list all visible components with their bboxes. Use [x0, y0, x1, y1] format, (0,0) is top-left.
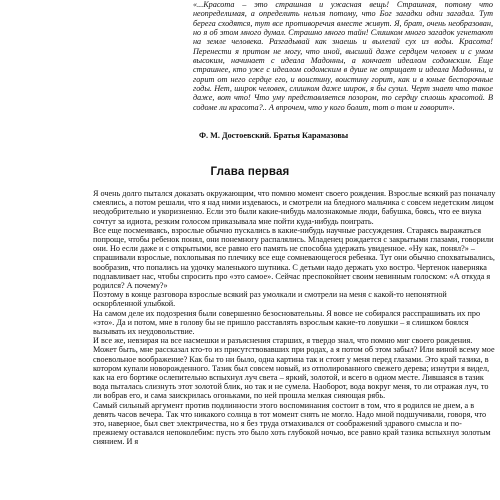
body-paragraph: Поэтому в конце разговора взрослые всякий раз умолкали и смотрели на меня с какой-то непонятной оскорбленной улыбкой.	[93, 290, 447, 309]
chapter-title: Глава первая	[210, 166, 290, 178]
chapter-body	[93, 189, 496, 447]
body-paragraph: Я очень долго пытался доказать окружающим, что помню момент своего рождения. Взрослые всякий раз поначалу смеялись, а потом решали, что я над ними издеваюсь, и смотрели на бледного мальчика с совсем недетским лицом неодобрительно и укоризненно. Если это были какие-нибудь малознакомые люди, бабушка, боясь, что ее внука сочтут за идиота, резким голосом приказывала мне пойти куда-нибудь поиграть.	[93, 189, 496, 226]
epigraph-quote: «...Красота – это страшная и ужасная вещь! Страшная, потому что неопределимая, а определить нельзя потому, что Бог загадки одни загадал. Тут берега сходятся, тут все противоречия вместе живут. Я, брат, очень необразован, но я об этом много думал. Страшно много тайн! Слишком много загадок угнетают на земле человека. Разгадывай как знаешь и вылезай сух из воды. Красота! Перенести я притом не могу, что иной, высший даже сердцем человек и с умом высоким, начинает с идеала Мадонны, а кончает идеалом содомским. Еще страшнее, кто уже с идеалом содомским в душе не отрицает и идеала Мадонны, и горит от него сердце его, и воистину, воистину горит, как и в юные беспорочные годы. Нет, широк человек, слишком даже широк, я бы сузил. Черт знает что такое даже, вот что! Что уму представляется позором, то сердцу сплошь красотой. В содоме ли красота?.. А впрочем, что у кого болит, тот о том и говорит».	[193, 0, 493, 112]
body-paragraph: Все еще посмеиваясь, взрослые обычно пускались в какие-нибудь научные рассуждения. Стараясь выражаться попроще, чтобы ребенок понял, они понемногу распалялись. Младенец рождается с закрытыми глазами, говорили они. Но если даже и с открытыми, все равно его память не способна удержать увиденное. «Ну как, понял?» – спрашивали взрослые, похлопывая по плечику все еще сомневающегося ребенка. Тут они обычно спохватывались, вообразив, что попались на удочку маленького шутника. С детьми надо держать ухо востро. Чертенок наверняка подлавливает нас, чтобы спросить про «это самое». Сейчас преспокойнет своим невинным голоском: «А откуда я родился? А почему?»	[93, 225, 495, 291]
body-paragraph: На самом деле их подозрения были совершенно безосновательны. Я вовсе не собирался расспрашивать их про «это». Да и потом, мне в голову бы не пришло расставлять взрослым какие-то ловушки – я слишком боялся вызывать их неудовольствие.	[93, 308, 481, 337]
body-paragraph: И все же, невзирая на все насмешки и разъяснения старших, я твердо знал, что помню миг своего рождения. Может быть, мне рассказал кто-то из присутствовавших при родах, а я потом об этом забыл? Или виной всему мое своевольное воображение? Как бы то ни было, одна картина так и стоит у меня перед глазами. Это край тазика, в котором купали новорожденного. Тазик был совсем новый, из отполированного свежего дерева; изнутри я видел, как на его бортике ослепительно вспыхнул луч света – яркий, золотой, и всего в одном месте. Лившаяся в тазик вода пыталась слизнуть этот золотой блик, но так и не сумела. Наоборот, вода вокруг меня, то ли отражая луч, то ли вобрав его, и сама заискрилась огоньками, по ней прошла мелкая сияющая рябь.	[93, 336, 495, 401]
body-paragraph: Самый сильный аргумент против подлинности этого воспоминания состоит в том, что я родился не днем, а в девять часов вечера. Так что никакого солнца в тот момент снять не могло. Надо мной подшучивали, говоря, что это, наверное, был свет электричества, но я без труда отмахивался от соображений здравого смысла и по-прежнему оставался непоколебим: пусть это было хоть глубокой ночью, все равно край тазика вспыхнул золотым сиянием. И я	[93, 400, 491, 447]
epigraph-attribution: Ф. М. Достоевский. Братья Карамазовы	[199, 131, 349, 140]
